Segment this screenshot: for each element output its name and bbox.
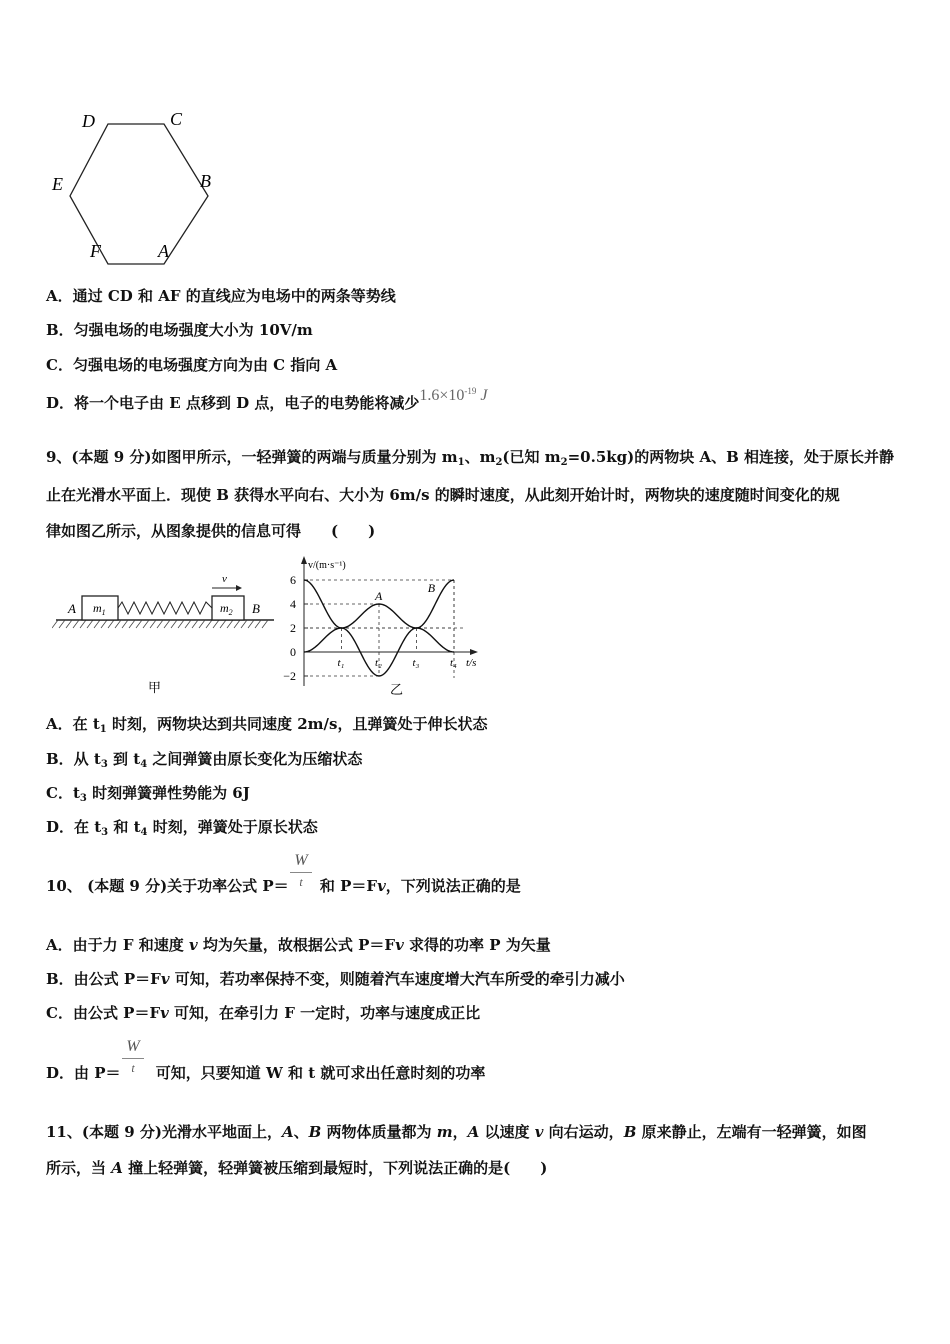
figure-jia-caption: 甲 (148, 680, 162, 695)
q9-stem-line3: 律如图乙所示，从图象提供的信息可得 ( ) (46, 522, 376, 540)
q9-opt-c-a: C．t (46, 784, 80, 802)
chart-y-tick-label: 2 (290, 621, 296, 635)
block-a-label: A (68, 601, 76, 616)
q9-stem1-sub1: 1 (457, 457, 465, 468)
hatch-mark (66, 620, 72, 628)
q11-l1-B2: B (623, 1123, 637, 1141)
q9-opt-b-sub1: 3 (100, 759, 108, 770)
q10-option-d (46, 1063, 485, 1083)
q9-opt-a-b: 时刻，两物块达到共同速度 2m/s，且弹簧处于伸长状态 (106, 715, 488, 733)
q10-opt-d-a: D．由 P＝ (46, 1064, 121, 1082)
q11-l1-f: 向右运动， (543, 1123, 624, 1141)
hatch-mark (129, 620, 135, 628)
energy-base: 10 (448, 387, 465, 404)
q11-l1-v: v (534, 1123, 544, 1141)
q10-fraction-numerator: W (294, 852, 308, 869)
hatch-mark (80, 620, 86, 628)
q10-stem (46, 876, 521, 896)
q9-stem1-d: =0.5kg)的两物块 A、B 相连接，处于原长并静 (567, 448, 894, 466)
q11-l1-A2: A (467, 1123, 480, 1141)
spring (118, 602, 212, 614)
q9-stem1-c: (已知 m (502, 448, 561, 466)
chart-y-tick-label: 6 (290, 573, 296, 587)
q9-opt-b-b: 到 t (107, 750, 141, 768)
q8-option-b: B．匀强电场的电场强度大小为 10V/m (46, 321, 313, 339)
energy-unit: J (480, 387, 488, 404)
q10-fraction (290, 852, 312, 889)
q11-l1-e: 以速度 (479, 1123, 535, 1141)
q11-stem-line1 (46, 1122, 867, 1142)
q8-option-a: A．通过 CD 和 AF 的直线应为电场中的两条等势线 (46, 287, 396, 305)
q11-l1-c: 两物体质量都为 (321, 1123, 437, 1141)
hexagon-figure (40, 100, 230, 270)
q11-stem-line2 (46, 1158, 547, 1178)
hex-label-f: F (90, 241, 101, 261)
velocity-label: v (222, 573, 227, 585)
q10-opt-c-v: v (160, 1004, 169, 1022)
chart-y-tick-label: −2 (283, 669, 296, 683)
q10-opt-a-b: 均为矢量，故根据公式 P＝F (197, 936, 396, 954)
q9-opt-d-sub2: 4 (140, 827, 148, 838)
hatch-mark (164, 620, 170, 628)
hatch-mark (248, 620, 254, 628)
q9-stem1-a: 9、(本题 9 分)如图甲所示，一轻弹簧的两端与质量分别为 m (46, 448, 458, 466)
chart-y-tick-label: 4 (290, 597, 296, 611)
q9-opt-a-a: A．在 t (46, 715, 100, 733)
chart-series-b-label: B (427, 581, 436, 595)
q10-opt-d-denominator: t (131, 1061, 135, 1075)
hatch-mark (241, 620, 247, 628)
hatch-mark (136, 620, 142, 628)
q10-opt-a-v: v (188, 936, 198, 954)
q9-opt-d-c: 时刻，弹簧处于原长状态 (147, 818, 318, 836)
q9-opt-d-b: 和 t (108, 818, 141, 836)
q8-option-d-text: D．将一个电子由 E 点移到 D 点，电子的电势能将减少 (46, 394, 420, 412)
m2-letter: m (220, 601, 229, 615)
hatch-mark (199, 620, 205, 628)
q10-opt-b-v: v (160, 970, 170, 988)
q11-l2-a: 所示，当 (46, 1159, 112, 1177)
m1-subscript: 1 (101, 608, 106, 617)
chart-x-axis-arrow (470, 649, 478, 655)
hatch-mark (59, 620, 65, 628)
hatch-mark (185, 620, 191, 628)
q8-option-d (46, 386, 488, 414)
q9-stem1-sub3: 2 (560, 457, 568, 468)
q9-stem1-sub2: 2 (495, 457, 503, 468)
q11-l1-g: 原来静止，左端有一轻弹簧，如图 (636, 1123, 867, 1141)
q9-option-c (46, 783, 250, 803)
hatch-mark (262, 620, 268, 628)
hatch-mark (234, 620, 240, 628)
chart-x-tick-label: t₄ (450, 657, 457, 669)
q8-option-c: C．匀强电场的电场强度方向为由 C 指向 A (46, 356, 338, 374)
hex-label-a: A (158, 241, 169, 261)
q9-opt-c-b: 时刻弹簧弹性势能为 6J (86, 784, 250, 802)
ground-hatch (52, 620, 268, 628)
m1-letter: m (93, 601, 102, 615)
q10-opt-a-c: 求得的功率 P 为矢量 (403, 936, 551, 954)
q11-l2-b: 撞上轻弹簧，轻弹簧被压缩到最短时，下列说法正确的是( ) (122, 1159, 548, 1177)
hatch-mark (192, 620, 198, 628)
q10-option-b (46, 969, 625, 989)
q9-opt-d-sub1: 3 (101, 827, 109, 838)
hatch-mark (220, 620, 226, 628)
hatch-mark (87, 620, 93, 628)
q10-opt-b-a: B．由公式 P＝F (46, 970, 161, 988)
energy-value (419, 387, 487, 404)
hatch-mark (213, 620, 219, 628)
q9-option-d (46, 817, 318, 837)
q9-option-b (46, 749, 362, 769)
velocity-arrow-head (236, 585, 242, 591)
chart-y-tick-label: 0 (290, 645, 296, 659)
hex-label-b: B (200, 171, 211, 191)
q9-option-a (46, 714, 487, 734)
q10-option-a (46, 935, 551, 955)
q10-stem-b: 和 P＝F (314, 877, 378, 895)
hatch-mark (227, 620, 233, 628)
hatch-mark (101, 620, 107, 628)
q10-stem-v: v (377, 877, 386, 895)
q10-fraction-denominator: t (299, 875, 303, 889)
energy-coefficient: 1.6 (419, 387, 440, 404)
q11-l1-a: 11、(本题 9 分)光滑水平地面上， (46, 1123, 282, 1141)
m2-subscript: 2 (228, 608, 233, 617)
hatch-mark (108, 620, 114, 628)
hex-label-e: E (52, 174, 63, 194)
hatch-mark (255, 620, 261, 628)
figure-yi-chart (278, 552, 492, 702)
q11-l1-b: 、 (293, 1123, 309, 1141)
q10-opt-a-a: A．由于力 F 和速度 (46, 936, 189, 954)
q9-opt-a-sub: 1 (99, 724, 107, 735)
q9-opt-d-a: D．在 t (46, 818, 102, 836)
hatch-mark (178, 620, 184, 628)
q10-opt-d-b: 可知，只要知道 W 和 t 就可求出任意时刻的功率 (150, 1064, 486, 1082)
block-b-label: B (252, 601, 260, 616)
chart-y-axis-arrow (301, 556, 307, 564)
q10-fraction-bar (290, 872, 312, 873)
q11-l1-B: B (308, 1123, 322, 1141)
q11-l1-A: A (281, 1123, 294, 1141)
q9-opt-c-sub: 3 (79, 793, 87, 804)
q10-stem-a: 10、 (本题 9 分)关于功率公式 P＝ (46, 877, 289, 895)
chart-caption: 乙 (390, 682, 404, 697)
q10-opt-d-fraction (122, 1038, 144, 1075)
chart-x-tick-label: t₃ (412, 657, 420, 669)
chart-series-a-label: A (375, 589, 383, 603)
hatch-mark (157, 620, 163, 628)
hatch-mark (94, 620, 100, 628)
hatch-mark (150, 620, 156, 628)
hatch-mark (143, 620, 149, 628)
q9-opt-b-sub2: 4 (140, 759, 148, 770)
q10-opt-c-b: 可知，在牵引力 F 一定时，功率与速度成正比 (168, 1004, 481, 1022)
q10-opt-a-v2: v (395, 936, 404, 954)
q9-stem-line2: 止在光滑水平面上．现使 B 获得水平向右、大小为 6m/s 的瞬时速度，从此刻开始计时，两物块的速度随时间变化的规 (46, 486, 840, 504)
q9-stem1-b: 、m (464, 448, 496, 466)
q9-opt-b-c: 之间弹簧由原长变化为压缩状态 (147, 750, 363, 768)
chart-x-axis-label: t/s (466, 657, 477, 669)
hex-label-c: C (170, 109, 183, 129)
q10-opt-d-fraction-bar (122, 1058, 144, 1059)
hatch-mark (73, 620, 79, 628)
chart-x-tick-label: t₁ (337, 657, 345, 669)
chart-x-tick-label: t₂ (375, 657, 382, 669)
q10-option-c (46, 1003, 480, 1023)
hatch-mark (52, 620, 58, 628)
q9-opt-b-a: B．从 t (46, 750, 101, 768)
chart-y-axis-label: v/(m·s⁻¹) (308, 560, 346, 571)
hex-label-d: D (82, 111, 95, 131)
q10-opt-b-b: 可知，若功率保持不变，则随着汽车速度增大汽车所受的牵引力减小 (169, 970, 625, 988)
figure-jia (52, 560, 282, 700)
q11-l2-A: A (111, 1159, 123, 1177)
energy-exponent: -19 (464, 386, 477, 396)
q10-opt-d-numerator: W (126, 1038, 140, 1055)
hatch-mark (206, 620, 212, 628)
hatch-mark (115, 620, 121, 628)
q10-opt-c-a: C．由公式 P＝F (46, 1004, 161, 1022)
q9-stem-line1 (46, 447, 894, 467)
times-sign: × (439, 387, 449, 404)
q11-l1-d: ， (452, 1123, 468, 1141)
q11-l1-m: m (436, 1123, 453, 1141)
hatch-mark (122, 620, 128, 628)
hatch-mark (171, 620, 177, 628)
q10-stem-c: ，下列说法正确的是 (385, 877, 521, 895)
